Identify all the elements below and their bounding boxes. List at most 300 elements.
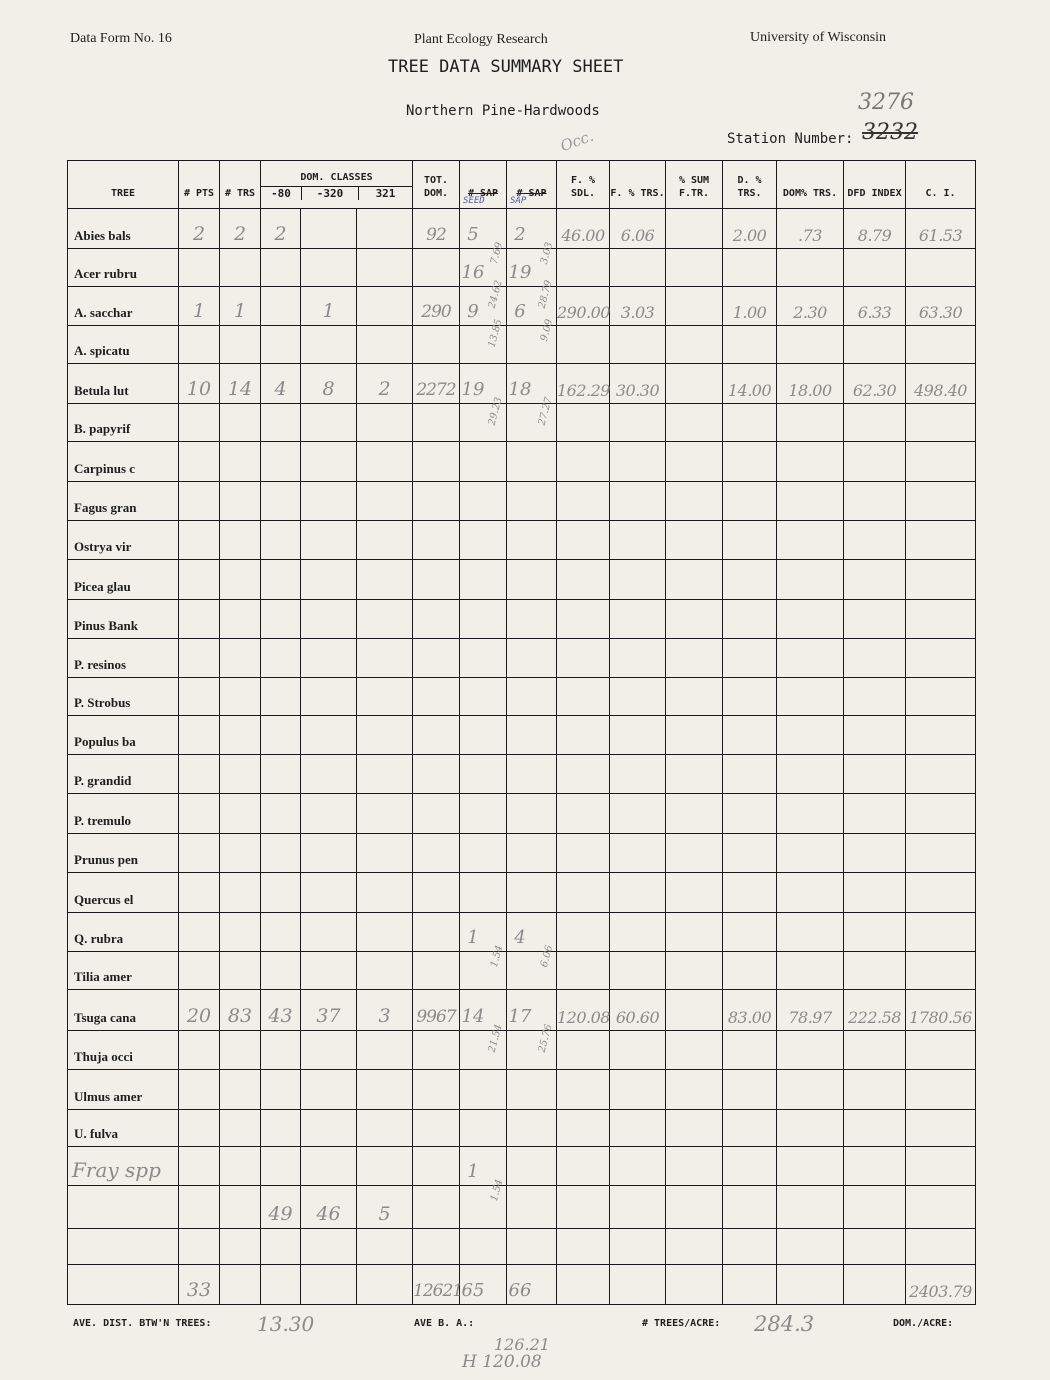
cell-p2 [507,1229,557,1265]
cell-dfd [844,442,906,482]
cell-sum [666,1070,723,1110]
cell-domtrs [777,1229,844,1265]
cell-tot [413,600,460,639]
cell-domtrs: 78.97 [777,990,844,1031]
cell-dfd [844,249,906,287]
cell-pts [179,794,220,834]
cell-domtrs [777,600,844,639]
cell-dfd: 62.30 [844,364,906,404]
cell-d321 [357,600,413,639]
cell-d80 [261,404,301,442]
cell-d321 [357,1031,413,1070]
cell-ftrs [610,952,666,990]
cell-dtrs [723,1110,777,1147]
cell-p2 [507,1031,557,1070]
cell-dtrs: 2.00 [723,209,777,249]
cell-tot [413,442,460,482]
cell-trs [220,1186,261,1229]
cell-fsdl [557,560,610,600]
col-dom-classes [261,161,413,209]
cell-fsdl [557,639,610,678]
cell-fsdl [557,873,610,913]
cell-trs [220,1110,261,1147]
cell-p2 [507,834,557,873]
tree-name: P. grandid [68,755,179,794]
cell-domtrs [777,1147,844,1186]
cell-p2 [507,1265,557,1305]
cell-domtrs [777,1110,844,1147]
university: University of Wisconsin [750,30,887,45]
cell-ci [906,1110,976,1147]
cell-ftrs [610,1110,666,1147]
cell-d320 [301,1229,357,1265]
cell-dfd [844,952,906,990]
cell-domtrs [777,952,844,990]
cell-p2 [507,1147,557,1186]
cell-pts [179,1186,220,1229]
table-row [68,600,976,639]
cell-domtrs: 18.00 [777,364,844,404]
cell-pts [179,716,220,755]
cell-p2 [507,990,557,1054]
cell-tot [413,834,460,873]
cell-p2 [507,1186,557,1229]
cell-dfd: 8.79 [844,209,906,249]
tree-name: Fagus gran [68,482,179,521]
cell-p2 [507,249,557,310]
cell-ftrs [610,404,666,442]
tree-name: A. spicatu [68,326,179,364]
cell-dtrs [723,326,777,364]
cell-d321 [357,521,413,560]
cell-sum [666,952,723,990]
cell-ci [906,326,976,364]
form-number: Data Form No. 16 [70,31,172,46]
cell-p2 [507,678,557,716]
cell-trs [220,1265,261,1305]
cell-p2-count: 2 [514,224,526,245]
col-ci: C. I. [906,161,976,209]
tree-name: Ulmus amer [68,1070,179,1110]
cell-trs: 1 [220,287,261,326]
tree-name: Quercus el [68,873,179,913]
cell-ci [906,873,976,913]
cell-dtrs [723,249,777,287]
cell-p1 [460,1186,507,1229]
cell-domtrs [777,1070,844,1110]
cell-p1 [460,913,507,969]
cell-d321 [357,913,413,952]
cell-pts: 20 [179,990,220,1031]
cell-domtrs [777,249,844,287]
cell-domtrs: .73 [777,209,844,249]
cell-p1 [460,834,507,873]
cell-pts: 33 [179,1265,220,1305]
cell-domtrs [777,678,844,716]
cell-d320 [301,404,357,442]
cell-dtrs: 14.00 [723,364,777,404]
cell-trs [220,678,261,716]
cell-dfd: 6.33 [844,287,906,326]
cell-d321: 5 [357,1186,413,1229]
cell-ftrs [610,834,666,873]
cell-p2 [507,404,557,442]
col-dom-320: -320 [302,187,359,200]
cell-tot [413,249,460,287]
cell-trs [220,716,261,755]
cell-d320 [301,1031,357,1070]
cell-dtrs [723,1070,777,1110]
cell-trs: 83 [220,990,261,1031]
cell-dtrs [723,442,777,482]
cell-p1 [460,442,507,482]
cell-p2 [507,209,557,266]
cell-d321 [357,834,413,873]
cell-sum [666,600,723,639]
cell-sum [666,1229,723,1265]
cell-d320 [301,482,357,521]
tree-name: Abies bals [68,209,179,249]
cell-pts [179,1110,220,1147]
col-dom-80: -80 [261,187,302,200]
cell-domtrs [777,834,844,873]
cell-d80 [261,913,301,952]
table-row [68,287,976,326]
cell-tot [413,952,460,990]
cell-p1-count: 5 [467,224,479,245]
cell-fsdl [557,1186,610,1229]
cell-trs [220,1229,261,1265]
cell-tot [413,326,460,364]
cell-dfd [844,1110,906,1147]
cell-fsdl [557,326,610,364]
cell-d80 [261,521,301,560]
cell-d321 [357,873,413,913]
cell-d321 [357,404,413,442]
cell-pts [179,678,220,716]
cell-d80 [261,755,301,794]
cell-trs [220,560,261,600]
cell-ci [906,1147,976,1186]
cell-dfd [844,639,906,678]
cell-ftrs [610,678,666,716]
cell-d320 [301,834,357,873]
cell-d80 [261,1110,301,1147]
ave-dist-label: AVE. DIST. BTW'N TREES: [73,1318,212,1329]
cell-tot [413,913,460,952]
cell-domtrs [777,913,844,952]
cell-sum [666,287,723,326]
cell-trs [220,913,261,952]
cell-tot: 9967 [413,990,460,1031]
station-number-old: 3232 [862,120,918,145]
cell-fsdl [557,404,610,442]
cell-d80 [261,1070,301,1110]
cell-tot [413,678,460,716]
cell-p2 [507,794,557,834]
cell-sum [666,1031,723,1070]
cell-p1 [460,873,507,913]
cell-ftrs [610,326,666,364]
cell-dtrs [723,678,777,716]
cell-ftrs: 3.03 [610,287,666,326]
tree-name: Prunus pen [68,834,179,873]
cell-sum [666,1110,723,1147]
occ-note: Occ. [557,126,596,156]
cell-pts: 1 [179,287,220,326]
cell-p1 [460,755,507,794]
table-row [68,1229,976,1265]
cell-dfd [844,794,906,834]
cell-tot [413,794,460,834]
cell-ftrs [610,1070,666,1110]
cell-fsdl [557,678,610,716]
cell-pts [179,913,220,952]
cell-d320: 46 [301,1186,357,1229]
cell-fsdl [557,794,610,834]
cell-d321 [357,560,413,600]
cell-p1 [460,326,507,364]
cell-sum [666,1186,723,1229]
dom-classes-label: DOM. CLASSES [300,172,373,183]
cell-dfd [844,560,906,600]
cell-dtrs [723,1186,777,1229]
tree-name: A. sacchar [68,287,179,326]
tree-name: Fray spp [68,1147,179,1186]
cell-ftrs [610,1186,666,1229]
sap-hand-label: SAP [510,196,527,206]
cell-p2-freq: 25.76 [536,1023,555,1054]
cell-domtrs [777,326,844,364]
cell-p2-freq: 9.09 [538,318,555,343]
cell-domtrs [777,442,844,482]
table-row [68,326,976,364]
cell-sum [666,913,723,952]
tree-name: U. fulva [68,1110,179,1147]
cell-sum [666,834,723,873]
col-tree: TREE [68,161,179,209]
cell-p1 [460,249,507,310]
cell-p2 [507,287,557,343]
cell-ci [906,1070,976,1110]
col-dom-trs: DOM% TRS. [777,161,844,209]
cell-p1 [460,990,507,1054]
cell-d320 [301,326,357,364]
tree-name: Carpinus c [68,442,179,482]
cell-fsdl [557,1147,610,1186]
cell-ci [906,1229,976,1265]
cell-d320: 1 [301,287,357,326]
cell-fsdl: 290.00 [557,287,610,326]
cell-ftrs: 6.06 [610,209,666,249]
table-row [68,1110,976,1147]
cell-d321 [357,952,413,990]
cell-d320 [301,600,357,639]
cell-pts [179,249,220,287]
cell-trs [220,404,261,442]
tree-name: Populus ba [68,716,179,755]
pts-sap-label: # SAP [467,188,499,199]
cell-d320: 8 [301,364,357,404]
cell-d80 [261,794,301,834]
cell-p2 [507,560,557,600]
cell-ftrs [610,755,666,794]
cell-p1-freq: 13.85 [486,318,505,349]
cell-d321 [357,1147,413,1186]
cell-domtrs: 2.30 [777,287,844,326]
cell-ftrs [610,442,666,482]
cell-trs [220,600,261,639]
cell-p2 [507,600,557,639]
cell-tot: 290 [413,287,460,326]
cell-dfd [844,482,906,521]
cell-p1 [460,794,507,834]
cell-sum [666,1147,723,1186]
cell-p2-freq: 28.79 [536,279,555,310]
cell-trs [220,521,261,560]
cell-ci [906,678,976,716]
cell-ci [906,600,976,639]
cell-p1-freq: 1.54 [488,1178,505,1203]
cell-fsdl [557,716,610,755]
cell-p1 [460,287,507,349]
cell-d320 [301,1070,357,1110]
cell-p1 [460,1070,507,1110]
cell-ci: 1780.56 [906,990,976,1031]
tree-name: Pinus Bank [68,600,179,639]
cell-d80 [261,442,301,482]
cell-dtrs: 1.00 [723,287,777,326]
cell-pts [179,521,220,560]
cell-d80 [261,873,301,913]
cell-p2 [507,1070,557,1110]
table-row [68,639,976,678]
cell-dtrs [723,639,777,678]
cell-p1-count: 9 [467,301,479,322]
table-row [68,834,976,873]
cell-ci [906,442,976,482]
cell-dtrs [723,794,777,834]
table-row [68,209,976,249]
table-row [68,1186,976,1229]
cell-p1 [460,560,507,600]
table-row [68,913,976,952]
cell-ci [906,521,976,560]
cell-dfd [844,1229,906,1265]
cell-dtrs [723,1031,777,1070]
cell-d80: 43 [261,990,301,1031]
cell-ftrs [610,1265,666,1305]
cell-fsdl [557,834,610,873]
cell-d320 [301,873,357,913]
cell-dfd [844,600,906,639]
cell-fsdl: 162.29 [557,364,610,404]
cell-tot [413,639,460,678]
cell-dfd [844,1031,906,1070]
cell-fsdl [557,952,610,990]
cell-d80 [261,834,301,873]
cell-sum [666,404,723,442]
cell-fsdl [557,600,610,639]
cell-tot [413,1229,460,1265]
col-f-trs: F. % TRS. [610,161,666,209]
cell-d320 [301,442,357,482]
cell-d321 [357,1229,413,1265]
cell-p2 [507,873,557,913]
cell-d321 [357,1110,413,1147]
cell-p2 [507,326,557,364]
cell-tot [413,560,460,600]
cell-sum [666,364,723,404]
cell-dfd [844,1265,906,1305]
ave-ba-h: H 120.08 [462,1352,542,1372]
cell-d80 [261,1265,301,1305]
col-pts-sap [460,161,507,209]
tree-data-table [67,160,976,1305]
cell-d80 [261,952,301,990]
cell-trs [220,326,261,364]
col-dfd-index: DFD INDEX [844,161,906,209]
col-dom-321: 321 [375,187,396,200]
cell-p2-count: 18 [508,379,532,400]
tree-name: Tilia amer [68,952,179,990]
cell-fsdl [557,249,610,287]
table-row [68,404,976,442]
cell-domtrs [777,521,844,560]
cell-dtrs [723,1147,777,1186]
cell-dfd [844,404,906,442]
cell-p1-freq: 24.62 [486,279,505,310]
cell-ftrs [610,639,666,678]
cell-dfd [844,1147,906,1186]
organization: Plant Ecology Research [414,32,548,47]
cell-d80 [261,482,301,521]
ave-ba-value: 126.21 [494,1335,550,1354]
cell-ci [906,1186,976,1229]
tree-name: Ostrya vir [68,521,179,560]
cell-trs [220,1147,261,1186]
cell-d320: 37 [301,990,357,1031]
cell-ci: 61.53 [906,209,976,249]
cell-dtrs: 83.00 [723,990,777,1031]
cell-dfd [844,326,906,364]
ave-dist-value: 13.30 [257,1312,315,1336]
table-row [68,521,976,560]
cell-d80 [261,326,301,364]
cell-p2 [507,716,557,755]
cell-p1-count: 16 [461,262,485,283]
cell-pts [179,1031,220,1070]
cell-d321 [357,249,413,287]
cell-p1-count: 1 [467,927,479,948]
cell-ftrs [610,249,666,287]
cell-fsdl [557,1070,610,1110]
cell-dtrs [723,521,777,560]
cell-p1-freq: 1.54 [488,944,505,969]
cell-ci [906,794,976,834]
cell-domtrs [777,755,844,794]
cell-ci [906,404,976,442]
cell-dtrs [723,716,777,755]
table-row [68,873,976,913]
cell-d321 [357,678,413,716]
cell-d320 [301,755,357,794]
table-row [68,1147,976,1186]
ave-ba-label: AVE B. A.: [414,1318,475,1329]
cell-d80: 4 [261,364,301,404]
cell-p2 [507,442,557,482]
cell-ci [906,716,976,755]
